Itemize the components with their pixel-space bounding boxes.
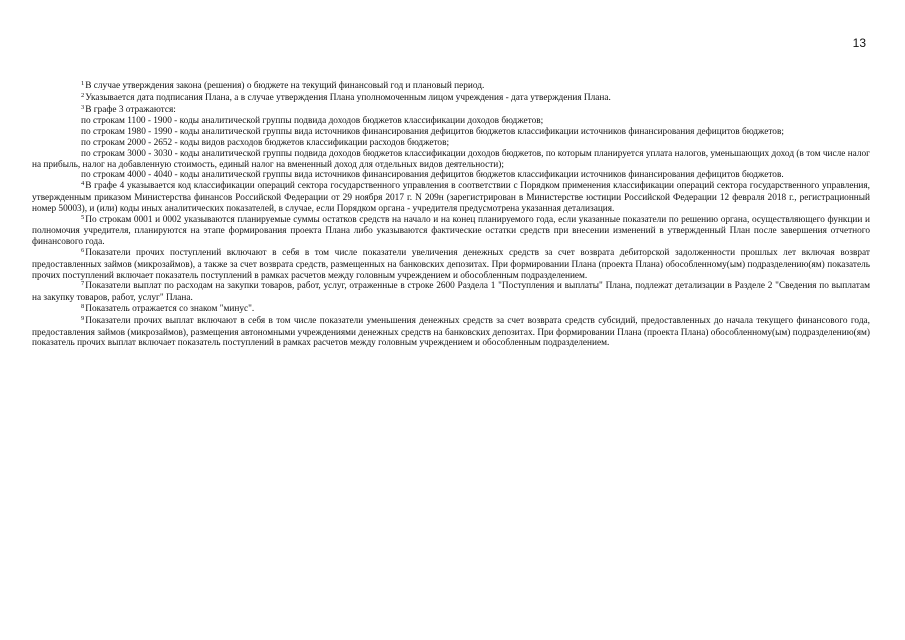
footnote-text: по строкам 4000 - 4040 - коды аналитической группы вида источников финансирования дефицитов бюджетов классификации источников финансирования дефицитов бюджетов. xyxy=(81,170,784,181)
footnote-5 xyxy=(32,215,870,248)
footnote-marker: 3 xyxy=(81,103,85,111)
footnote-text: Показатель отражается со знаком "минус". xyxy=(85,303,255,314)
footnote-7 xyxy=(32,281,870,304)
footnote-3-item-5 xyxy=(32,170,870,181)
footnote-text: по строкам 1980 - 1990 - коды аналитической группы вида источников финансирования дефицитов бюджетов классификации источников финансирования дефицитов бюджетов; xyxy=(81,127,784,138)
footnote-text: В графе 3 отражаются: xyxy=(85,104,176,115)
footnote-marker: 5 xyxy=(81,213,85,221)
footnote-1 xyxy=(32,81,870,93)
footnote-text: по строкам 2000 - 2652 - коды видов расходов бюджетов классификации расходов бюджетов; xyxy=(81,137,450,148)
footnote-9 xyxy=(32,316,870,349)
footnote-marker: 2 xyxy=(81,91,85,99)
footnote-text: по строкам 1100 - 1900 - коды аналитической группы подвида доходов бюджетов классификации доходов бюджетов; xyxy=(81,116,544,127)
footnote-text: Показатели выплат по расходам на закупки товаров, работ, услуг, отраженные в строке 2600 Раздела 1 "Поступления и выплаты" Плана, подлежат детализации в Разделе 2 "Сведения по выплатам на закупку товаров, работ, услуг" Плана. xyxy=(32,281,870,304)
footnote-text: по строкам 3000 - 3030 - коды аналитической группы подвида доходов бюджетов классификации доходов бюджетов, по которым планируется уплата налогов, уменьшающих доход (в том числе налог на прибыль, налог на добавленную стоимость, единый налог на вмененный доход для отдельных видов деятельности); xyxy=(32,148,870,170)
footnote-marker: 4 xyxy=(81,180,85,188)
footnote-6 xyxy=(32,248,870,281)
footnote-3-item-1 xyxy=(32,116,870,127)
footnote-marker: 9 xyxy=(81,314,85,322)
footnote-marker: 1 xyxy=(81,80,85,87)
footnote-4 xyxy=(32,181,870,214)
footnote-text: В случае утверждения закона (решения) о бюджете на текущий финансовый год и плановый период. xyxy=(85,81,485,91)
footnote-3-item-2 xyxy=(32,127,870,138)
footnote-marker: 7 xyxy=(81,280,85,288)
footnote-3-item-3 xyxy=(32,138,870,149)
footnote-marker: 8 xyxy=(81,302,85,310)
page-number: 13 xyxy=(852,36,866,50)
footnote-text: В графе 4 указывается код классификации операций сектора государственного управления в соответствии с Порядком применения классификации операций сектора государственного управления, утвержденным приказом Министерства финансов Российской Федерации от 29 ноября 2017 г. N 209н (зарегистрирован в Министерстве юстиции Российской Федерации 12 февраля 2018 г., регистрационный номер 50003), и (или) коды иных аналитических показателей, в случае, если Порядком органа - учредителя предусмотрена указанная детализация. xyxy=(32,181,870,214)
footnote-8 xyxy=(32,304,870,316)
footnote-3-item-4 xyxy=(32,149,870,171)
footnote-text: Показатели прочих выплат включают в себя в том числе показатели уменьшения денежных средств за счет возврата средств субсидий, предоставленных до начала текущего финансового года, предоставления займов (микрозаймов), размещения автономными учреждениями денежных средств на банковских депозитах. При формировании Плана (проекта Плана) обособленному(ым) подразделению(ям) показатель прочих выплат включает показатель поступлений в рамках расчетов между головным учреждением и обособленным подразделением. xyxy=(32,315,870,349)
footnote-text: По строкам 0001 и 0002 указываются планируемые суммы остатков средств на начало и на конец планируемого года, если указанные показатели по решению органа, осуществляющего функции и полномочия учредителя, планируются на этапе формирования проекта Плана либо указываются фактические остатки средств при внесении изменений в утвержденный План после завершения отчетного финансового года. xyxy=(32,214,870,248)
footnotes-section xyxy=(32,81,870,349)
footnote-text: Показатели прочих поступлений включают в себя в том числе показатели увеличения денежных средств за счет возврата дебиторской задолженности прошлых лет включая возврат предоставленных займов (микрозаймов), а также за счет возврата средств, размещенных на банковских депозитах. При формировании Плана (проекта Плана) обособленному(ым) подразделению(ям) показатель прочих поступлений включает показатель поступлений в рамках расчетов между головным учреждением и обособленным подразделением. xyxy=(32,247,870,281)
footnote-marker: 6 xyxy=(81,246,85,254)
footnote-2 xyxy=(32,93,870,105)
footnote-text: Указывается дата подписания Плана, а в случае утверждения Плана уполномоченным лицом учреждения - дата утверждения Плана. xyxy=(85,92,611,103)
footnote-3 xyxy=(32,105,870,117)
